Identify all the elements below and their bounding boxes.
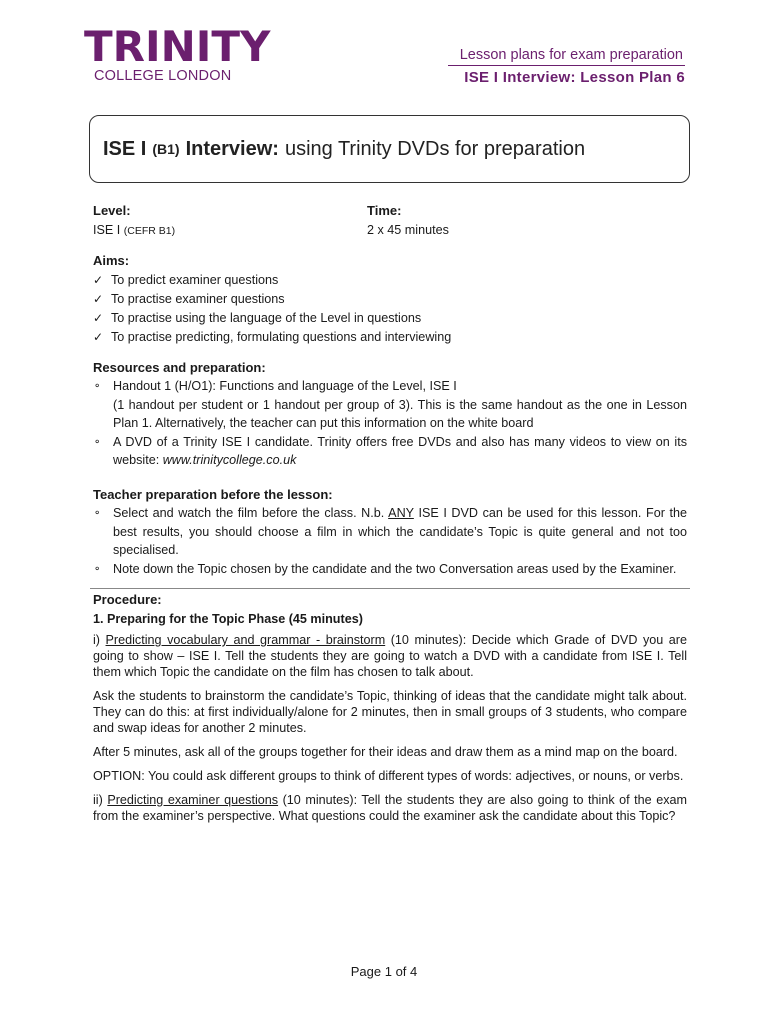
document-body xyxy=(93,202,687,824)
checkmark-icon: ✓ xyxy=(93,273,104,287)
aims-list xyxy=(93,271,687,347)
aims-section xyxy=(93,252,687,347)
logo-wordmark: TRINITY xyxy=(84,22,271,71)
list-item: ⚬ Select and watch the film before the class. N.b. ANY ISE I DVD can be used for this lesson. For the best results, you should choose a film in which the candidate’s Topic is quite general and not too specialised. xyxy=(93,504,687,560)
level-cefr: (CEFR B1) xyxy=(123,224,176,237)
page-number: Page 1 of 4 xyxy=(350,964,418,979)
time-block xyxy=(367,202,449,240)
website-link[interactable]: www.trinitycollege.co.uk xyxy=(162,453,297,467)
procedure-paragraph: ii) Predicting examiner questions (10 minutes): Tell the students they are also going to think of the exam from the examiner’s perspective. What questions could the examiner ask the candidate about this Topic? xyxy=(93,793,687,823)
checkmark-icon: ✓ xyxy=(93,330,104,344)
resources-section xyxy=(93,359,687,470)
list-item: ⚬ Note down the Topic chosen by the candidate and the two Conversation areas used by the Examiner. xyxy=(93,560,687,580)
level-block xyxy=(93,202,367,240)
list-item: ⚬ Handout 1 (H/O1): Functions and language of the Level, ISE I (1 handout per student or 1 handout per group of 3). This is the same handout as the one in Lesson Plan 1. Alternatively, the teacher can put this information on the white board xyxy=(93,377,687,433)
bullet-icon: ⚬ xyxy=(93,563,102,575)
title-exam: ISE I xyxy=(103,137,147,160)
teacher-prep-section xyxy=(93,486,687,580)
bullet-icon: ⚬ xyxy=(93,436,102,448)
procedure-paragraph: i) Predicting vocabulary and grammar - brainstorm (10 minutes): Decide which Grade of DVD you are going to show – ISE I. Tell the students they are going to watch a DVD with a candidate from ISE I. Tell them which Topic the candidate on the film has chosen to talk about. xyxy=(93,633,687,679)
list-item: ✓ To practise predicting, formulating questions and interviewing xyxy=(93,328,687,347)
level-value: ISE I (CEFR B1) xyxy=(93,222,176,237)
list-item: ✓ To predict examiner questions xyxy=(93,271,687,290)
section-divider xyxy=(90,588,690,589)
teacher-prep-list xyxy=(93,504,687,579)
aims-label: Aims: xyxy=(93,253,130,268)
procedure-paragraph: After 5 minutes, ask all of the groups together for their ideas and draw them as a mind map on the board. xyxy=(93,745,678,759)
list-item: ⚬ A DVD of a Trinity ISE I candidate. Trinity offers free DVDs and also has many videos to view on its website: www.trinitycollege.co.uk xyxy=(93,433,687,470)
list-item: ✓ To practise using the language of the Level in questions xyxy=(93,309,687,328)
title-interview: Interview: xyxy=(185,137,279,160)
title-level: (B1) xyxy=(152,141,180,157)
resources-label: Resources and preparation: xyxy=(93,359,266,375)
bullet-icon: ⚬ xyxy=(93,508,102,519)
time-label: Time: xyxy=(367,203,402,218)
procedure-section xyxy=(93,591,687,824)
list-item: ✓ To practise examiner questions xyxy=(93,290,687,309)
trinity-logo xyxy=(84,22,271,84)
series-title: Lesson plans for exam preparation xyxy=(448,47,685,66)
teacher-prep-label: Teacher preparation before the lesson: xyxy=(93,486,333,502)
procedure-paragraph: Ask the students to brainstorm the candidate’s Topic, thinking of ideas that the candidate might talk about. They can do this: at first individually/alone for 2 minutes, then in small groups of 3 students, who compare and swap ideas for another 2 minutes. xyxy=(93,689,687,735)
bullet-icon: ⚬ xyxy=(93,381,102,392)
level-time-row xyxy=(93,202,687,240)
page-title-box xyxy=(89,115,690,183)
procedure-label: Procedure: xyxy=(93,592,162,607)
logo-subtitle: COLLEGE LONDON xyxy=(94,68,232,84)
resources-list xyxy=(93,377,687,470)
title-description: using Trinity DVDs for preparation xyxy=(284,137,586,160)
level-label: Level: xyxy=(93,203,131,218)
procedure-paragraph: OPTION: You could ask different groups to think of different types of words: adjectives, or nouns, or verbs. xyxy=(93,769,684,783)
time-value: 2 x 45 minutes xyxy=(367,222,449,237)
procedure-step-1: 1. Preparing for the Topic Phase (45 minutes) xyxy=(93,611,363,626)
document-header xyxy=(448,46,685,86)
lesson-plan-title: ISE I Interview: Lesson Plan 6 xyxy=(464,69,685,86)
checkmark-icon: ✓ xyxy=(93,311,104,325)
checkmark-icon: ✓ xyxy=(93,292,104,306)
